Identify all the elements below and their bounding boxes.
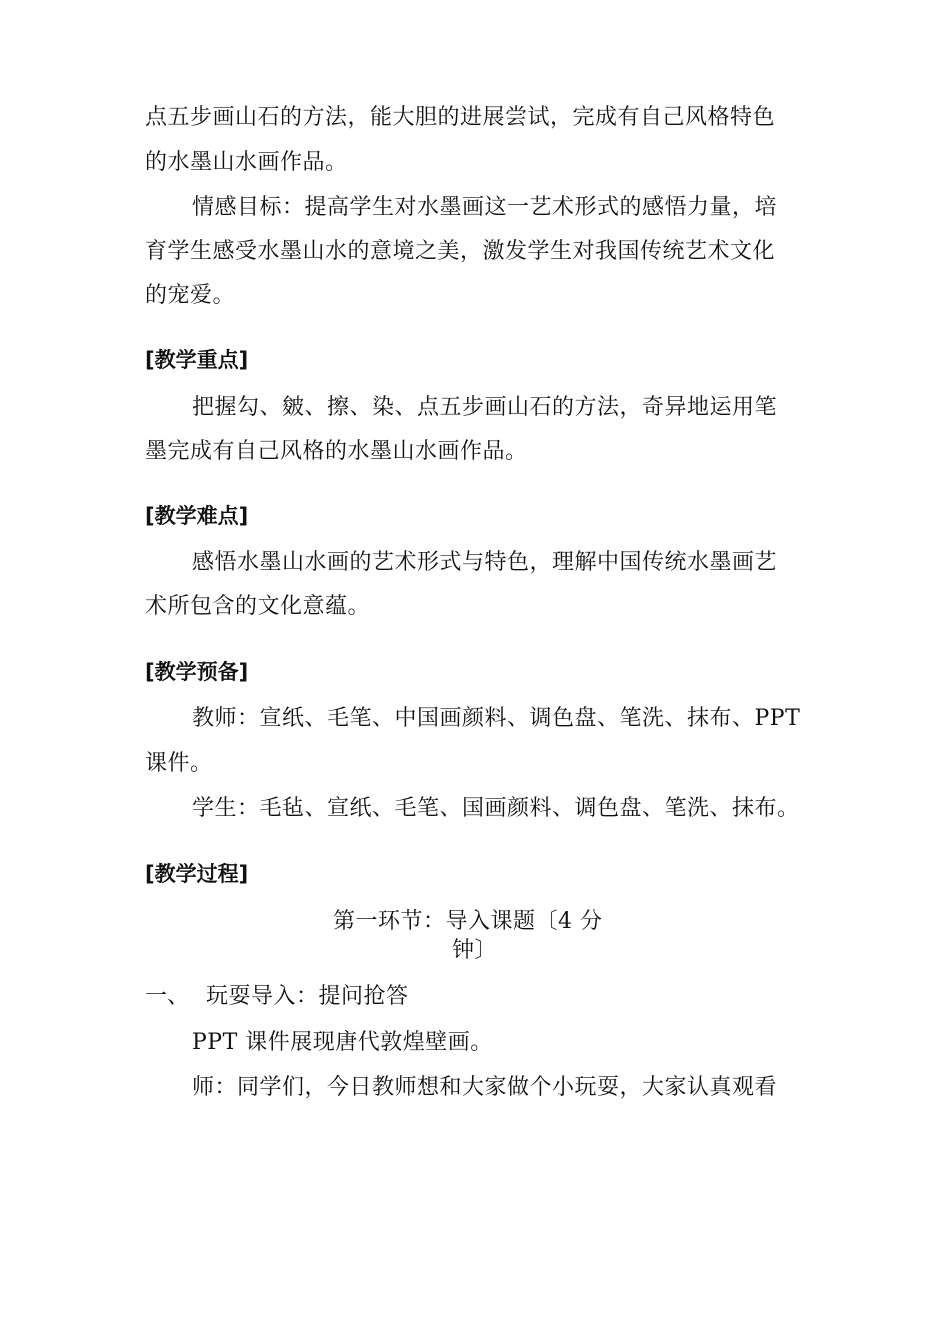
section-heading-preparation: [教学预备] <box>145 660 249 684</box>
paragraph-line: 术所包含的文化意蕴。 <box>145 594 371 619</box>
section-heading-key-points: [教学重点] <box>145 348 249 372</box>
paragraph-line: 墨完成有自己风格的水墨山水画作品。 <box>145 439 528 464</box>
paragraph-line: 的水墨山水画作品。 <box>145 150 348 175</box>
paragraph-line: 的宠爱。 <box>145 283 236 308</box>
section-heading-difficulties: [教学难点] <box>145 504 249 528</box>
paragraph-line: 情感目标：提高学生对水墨画这一艺术形式的感悟力量，培 <box>192 195 778 220</box>
paragraph-line: 课件。 <box>145 751 213 776</box>
paragraph-line: PPT 课件展现唐代敦煌壁画。 <box>192 1030 493 1055</box>
paragraph-line: 育学生感受水墨山水的意境之美，激发学生对我国传统艺术文化 <box>145 239 776 264</box>
paragraph-line: 学生：毛毡、宣纸、毛笔、国画颜料、调色盘、笔洗、抹布。 <box>192 796 800 821</box>
paragraph-line: 感悟水墨山水画的艺术形式与特色，理解中国传统水墨画艺 <box>192 550 778 575</box>
paragraph-line: 把握勾、皴、擦、染、点五步画山石的方法，奇异地运用笔 <box>192 395 778 420</box>
stage-title-continued: 钟〕 <box>452 938 498 963</box>
paragraph-line: 教师：宣纸、毛笔、中国画颜料、调色盘、笔洗、抹布、PPT <box>192 706 801 731</box>
paragraph-line: 点五步画山石的方法，能大胆的进展尝试，完成有自己风格特色 <box>145 105 776 130</box>
stage-title: 第一环节：导入课题〔4 分 <box>333 909 603 934</box>
list-item-text: 玩耍导入：提问抢答 <box>206 984 409 1009</box>
list-item-number: 一、 <box>145 984 190 1009</box>
section-heading-process: [教学过程] <box>145 862 249 886</box>
paragraph-line: 师：同学们，今日教师想和大家做个小玩耍，大家认真观看 <box>192 1075 778 1100</box>
